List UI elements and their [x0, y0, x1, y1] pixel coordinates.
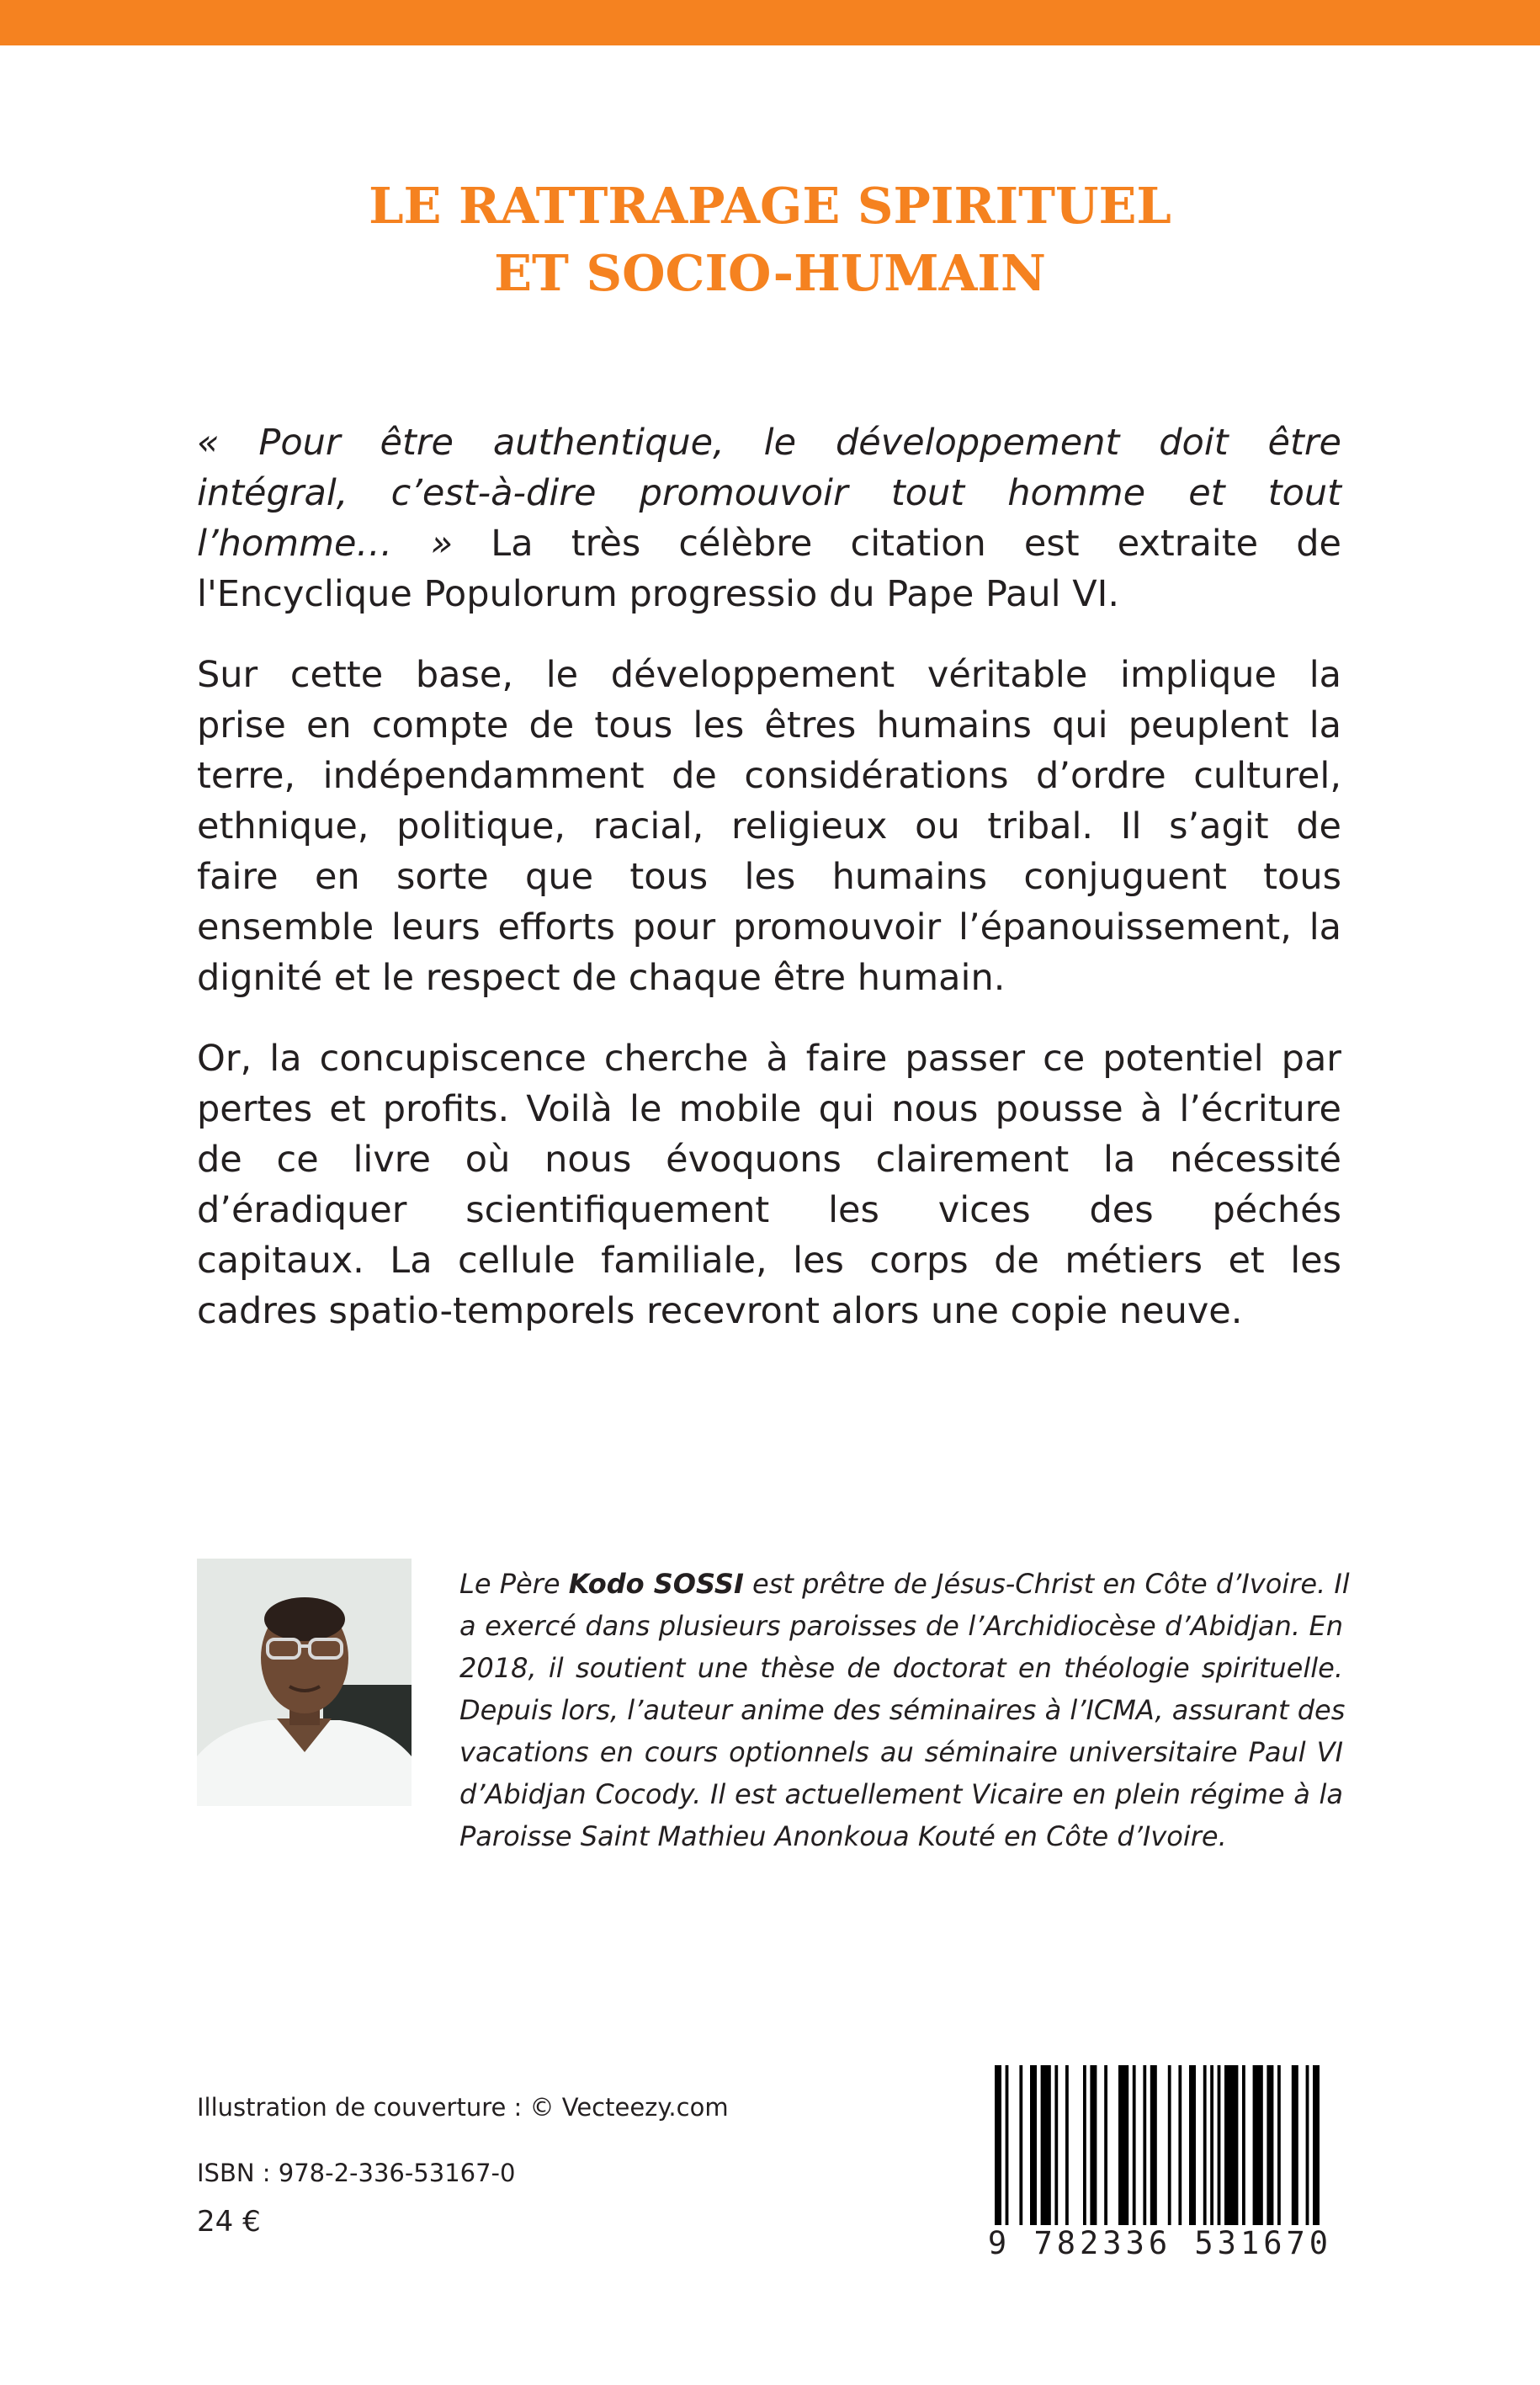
top-accent-bar [0, 0, 1540, 45]
paragraph-2 [197, 650, 1341, 1003]
barcode-bar [1277, 2065, 1281, 2225]
body-line: faire en sorte que tous les humains conjuguent tous [197, 856, 1341, 898]
title-line-1: LE RATTRAPAGE SPIRITUEL [369, 177, 1171, 235]
barcode-bar [1306, 2065, 1309, 2225]
body-line: Or, la concupiscence cherche à faire passer ce potentiel par [197, 1038, 1341, 1080]
barcode-bar [1203, 2065, 1207, 2234]
bio-line: vacations en cours optionnels au séminaire universitaire Paul VI [459, 1736, 1343, 1768]
barcode-bar [995, 2065, 1001, 2234]
barcode-bar [1019, 2065, 1022, 2225]
barcode-bar [1210, 2065, 1213, 2225]
title-line-2: ET SOCIO-HUMAIN [494, 244, 1046, 302]
book-title [0, 173, 1540, 307]
barcode-icon [983, 2065, 1337, 2234]
back-cover-text [197, 417, 1341, 1367]
barcode-bar [1313, 2065, 1320, 2225]
author-name: Kodo SOSSI [568, 1568, 744, 1600]
body-line: prise en compte de tous les êtres humains qui peuplent la [197, 704, 1341, 746]
barcode-bar [1267, 2065, 1273, 2225]
barcode-bar [1118, 2065, 1128, 2225]
bio-text: est prêtre de Jésus-Christ en Côte d’Ivoire. Il [743, 1568, 1350, 1600]
body-line: ensemble leurs efforts pour promouvoir l’épanouissement, la [197, 906, 1341, 948]
body-line: cadres spatio-temporels recevront alors une copie neuve. [197, 1290, 1243, 1332]
body-line: « Pour être authentique, le développement doit être [197, 422, 1341, 464]
barcode-bar [1168, 2065, 1171, 2225]
body-line: l'Encyclique Populorum progressio du Pape Paul VI. [197, 573, 1119, 615]
quote-tail: La très célèbre citation est extraite de [453, 523, 1341, 565]
body-line: dignité et le respect de chaque être humain. [197, 957, 1006, 999]
body-line: Sur cette base, le développement véritable implique la [197, 654, 1341, 696]
paragraph-1 [197, 417, 1341, 619]
bio-line: 2018, il soutient une thèse de doctorat en théologie spirituelle. [459, 1652, 1343, 1684]
isbn-barcode [983, 2065, 1337, 2267]
author-bio [459, 1563, 1350, 1857]
barcode-bar [1242, 2065, 1245, 2225]
body-line: ethnique, politique, racial, religieux ou tribal. Il s’agit de [197, 805, 1341, 847]
quote-end: l’homme… » [197, 523, 454, 565]
author-portrait-icon [197, 1559, 412, 1806]
body-line [197, 518, 1341, 569]
barcode-bar [1090, 2065, 1097, 2225]
body-line: capitaux. La cellule familiale, les corps de métiers et les [197, 1240, 1341, 1282]
barcode-bar [1083, 2065, 1086, 2225]
author-photo [197, 1559, 412, 1806]
barcode-bar [1178, 2065, 1182, 2225]
body-line: pertes et profits. Voilà le mobile qui nous pousse à l’écriture [197, 1088, 1341, 1130]
bio-line: a exercé dans plusieurs paroisses de l’Archidiocèse d’Abidjan. En [459, 1610, 1343, 1642]
barcode-bar [1218, 2065, 1221, 2225]
isbn: ISBN : 978-2-336-53167-0 [197, 2159, 516, 2187]
barcode-bar [1041, 2065, 1051, 2225]
barcode-bar [1224, 2065, 1238, 2225]
barcode-bar [1006, 2065, 1009, 2234]
barcode-bar [1143, 2065, 1146, 2225]
cover-credit: Illustration de couverture : © Vecteezy.com [197, 2093, 729, 2122]
barcode-bar [1133, 2065, 1136, 2225]
barcode-bar [1054, 2065, 1058, 2225]
bio-line: Paroisse Saint Mathieu Anonkoua Kouté en Côte d’Ivoire. [459, 1820, 1227, 1852]
body-line: intégral, c’est-à-dire promouvoir tout homme et tout [197, 472, 1341, 514]
body-line: de ce livre où nous évoquons clairement la nécessité [197, 1139, 1341, 1181]
bio-line [459, 1563, 1350, 1605]
barcode-bar [1292, 2065, 1298, 2225]
barcode-bar [1150, 2065, 1157, 2225]
bio-line: Depuis lors, l’auteur anime des séminaires à l’ICMA, assurant des [459, 1694, 1346, 1726]
barcode-bar [1189, 2065, 1196, 2225]
body-line: d’éradiquer scientifiquement les vices des péchés [197, 1189, 1341, 1231]
barcode-digits: 9 782336 531670 [983, 2225, 1337, 2261]
barcode-bar [1065, 2065, 1069, 2225]
barcode-bar [1253, 2065, 1263, 2225]
body-line: terre, indépendamment de considérations d’ordre culturel, [197, 755, 1341, 797]
paragraph-3 [197, 1033, 1341, 1336]
bio-text: Le Père [459, 1568, 569, 1600]
bio-line: d’Abidjan Cocody. Il est actuellement Vicaire en plein régime à la [459, 1778, 1343, 1810]
barcode-bar [1104, 2065, 1107, 2225]
price: 24 € [197, 2205, 261, 2239]
barcode-bar [1030, 2065, 1037, 2225]
